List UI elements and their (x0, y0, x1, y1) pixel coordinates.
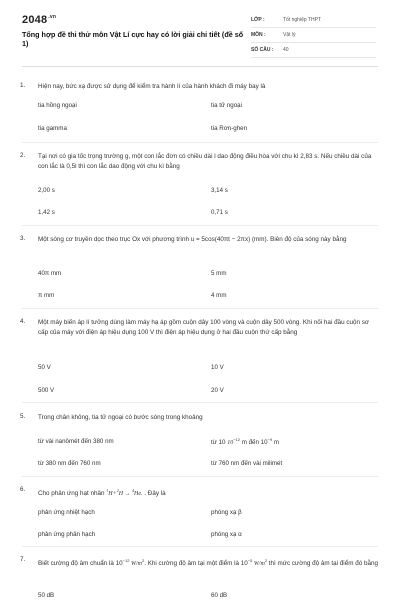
question-text-part: thì mức cường độ âm tại điểm đó bằng (267, 560, 378, 568)
option-b[interactable]: 10 V (211, 364, 224, 371)
option-a[interactable]: từ vài nanômét đến 380 nm (38, 438, 114, 445)
exponent: −9 (267, 437, 273, 442)
option-b[interactable]: 5 mm (211, 270, 227, 277)
nuclear-reaction (106, 488, 143, 497)
option-d[interactable]: phóng xạ α (211, 531, 242, 538)
meta-row-grade (251, 13, 376, 28)
question-number: 2. (20, 152, 26, 159)
question-text: Một sóng cơ truyền dọc theo trục Ox với phương trình u = 5cos(40πt − 2πx) (mm). Biên độ của sóng này bằng (38, 236, 347, 243)
option-d[interactable]: tia Rơn-ghen (211, 125, 248, 132)
option-b-mid: m đến 10 (240, 439, 268, 447)
option-a[interactable]: phản ứng nhiệt hạch (38, 509, 95, 516)
option-a[interactable]: 50 V (38, 364, 51, 371)
question-text (38, 556, 380, 570)
meta-value: Tốt nghiệp THPT (283, 17, 321, 23)
option-c[interactable]: tia gamma (38, 125, 67, 132)
option-b[interactable]: tia tử ngoại (211, 102, 242, 109)
reactant: H (118, 491, 124, 497)
product: He. (134, 491, 143, 497)
question-text-part: Cho phản ứng hạt nhân (38, 490, 107, 497)
option-c[interactable]: từ 380 nm đến 760 nm (38, 460, 101, 467)
question-divider (22, 225, 378, 226)
option-a[interactable]: 50 dB (38, 592, 55, 599)
option-d[interactable]: 4 mm (211, 292, 227, 299)
option-d[interactable]: 20 V (211, 387, 224, 394)
meta-row-subject (251, 28, 376, 43)
option-d[interactable]: từ 760 nm đến vài milimét (211, 460, 283, 467)
question-divider (22, 308, 378, 309)
reaction-arrow: → (124, 491, 131, 497)
question-divider (22, 402, 378, 403)
exponent: −5 (247, 558, 253, 563)
question-text (38, 486, 380, 500)
meta-key: MÔN : (251, 32, 266, 38)
meta-value: 40 (283, 47, 289, 53)
option-c[interactable]: phản ứng phân hạch (38, 531, 96, 538)
unit: W/m (129, 561, 142, 568)
mass-number: 4 (132, 488, 135, 493)
question-number: 3. (20, 235, 26, 242)
exponent: −12 (122, 558, 130, 563)
option-b[interactable]: phóng xạ β (211, 509, 242, 516)
exponent: −12 (233, 437, 240, 442)
question-text: Tại nơi có gia tốc trọng trường g, một con lắc đơn có chiều dài l dao động điều hòa với chu kì 2,83 s. Nếu chiều dài của con lắc là 0,5l thì con lắc dao động với chu kì bằng (38, 153, 372, 170)
question-number: 5. (20, 413, 26, 420)
question-text-part: . Khi cường độ âm tại một điểm là 10 (144, 560, 248, 568)
mass-number: 1 (106, 488, 109, 493)
question-text-part: Biết cường độ âm chuẩn là 10 (38, 560, 123, 568)
exponent: 2 (264, 558, 268, 563)
option-c[interactable]: π mm (38, 292, 55, 299)
logo-suffix: .vn (48, 14, 57, 20)
option-b-text: từ 10 (211, 439, 226, 447)
site-logo[interactable] (22, 14, 56, 26)
question-text: Trong chân không, tia tử ngoại có bước sóng trong khoảng (38, 414, 203, 421)
question-divider (22, 476, 378, 477)
header-divider (22, 66, 378, 67)
question-text: Hiện nay, bức xạ được sử dụng để kiểm tra hành lí của hành khách đi máy bay là (38, 83, 266, 90)
option-d[interactable]: 0,71 s (211, 209, 228, 216)
option-b[interactable] (211, 437, 279, 446)
question-number: 4. (20, 318, 26, 325)
page-title: Tổng hợp đề thi thử môn Vật Lí cực hay có lời giải chi tiết (đề số 1) (22, 30, 244, 48)
exam-meta (251, 13, 376, 58)
option-b[interactable]: 3,14 s (211, 187, 228, 194)
unit: W/m (252, 561, 265, 568)
meta-key: LỚP : (251, 17, 265, 23)
mass-number: 2 (116, 488, 119, 493)
option-a[interactable]: 40π mm (38, 270, 62, 277)
question-divider (22, 546, 378, 547)
exponent: 2 (141, 558, 145, 563)
option-c[interactable]: 500 V (38, 387, 55, 394)
header (0, 0, 400, 64)
option-a[interactable]: 2,00 s (38, 187, 55, 194)
option-a[interactable]: tia hồng ngoại (38, 102, 77, 109)
question-number: 6. (20, 486, 26, 493)
math-term: 10 (227, 440, 234, 447)
question-number: 7. (20, 556, 26, 563)
question-text: Một máy biến áp lí tưởng dùng làm máy hạ áp gồm cuộn dây 100 vòng và cuộn dây 500 vòng. Khi nối hai đầu cuộn sơ cấp của máy với điện áp hiệu dụng 100 V thì điện áp hiệu dụng ở hai đầu cuộn thứ cấp bằng (38, 319, 370, 336)
question-divider (22, 142, 378, 143)
option-b-end: m (272, 439, 279, 447)
meta-value: Vật lý (283, 32, 296, 38)
option-c[interactable]: 1,42 s (38, 209, 55, 216)
meta-row-count (251, 43, 376, 58)
logo-text: 2048 (22, 14, 48, 26)
question-number: 1. (20, 82, 26, 89)
reactant: H+ (108, 491, 117, 497)
question-text-part: . Đây là (142, 490, 166, 497)
option-b[interactable]: 60 dB (211, 592, 228, 599)
meta-key: SỐ CÂU : (251, 47, 274, 53)
